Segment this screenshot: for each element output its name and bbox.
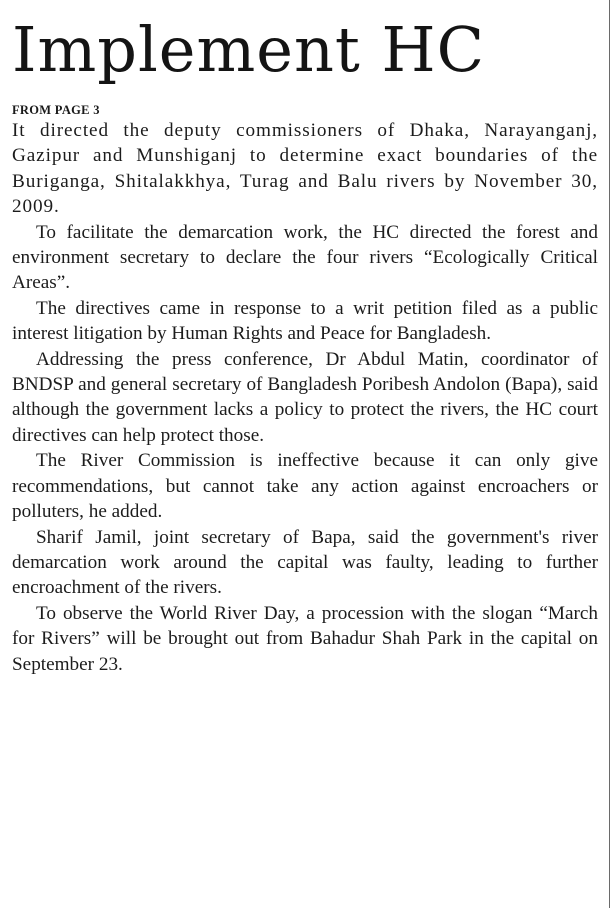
- article-body: [12, 118, 598, 677]
- paragraph: It directed the deputy commissioners of Dhaka, Narayanganj, Gazipur and Munshiganj to determine exact boundaries of the Buriganga, Shitalakkhya, Turag and Balu rivers by November 30, 2009.: [12, 120, 598, 218]
- jump-line: FROM PAGE 3: [12, 103, 100, 117]
- column-rule: [609, 0, 610, 908]
- paragraph: The River Commission is ineffective because it can only give recommendations, but cannot take any action against encroachers or polluters, he added.: [12, 450, 598, 523]
- paragraph: The directives came in response to a writ petition filed as a public interest litigation by Human Rights and Peace for Bangladesh.: [12, 297, 598, 345]
- paragraph: Addressing the press conference, Dr Abdul Matin, coordinator of BNDSP and general secretary of Bangladesh Poribesh Andolon (Bapa), said although the government lacks a policy to protect the rivers, the HC court directives can help protect those.: [12, 348, 598, 446]
- paragraph: Sharif Jamil, joint secretary of Bapa, said the government's river demarcation work around the capital was faulty, leading to further encroachment of the rivers.: [12, 526, 598, 599]
- paragraph: To facilitate the demarcation work, the HC directed the forest and environment secretary to declare the four rivers “Ecologically Critical Areas”.: [12, 221, 598, 294]
- headline: Implement HC: [12, 13, 486, 86]
- paragraph: To observe the World River Day, a procession with the slogan “March for Rivers” will be brought out from Bahadur Shah Park in the capital on September 23.: [12, 602, 598, 675]
